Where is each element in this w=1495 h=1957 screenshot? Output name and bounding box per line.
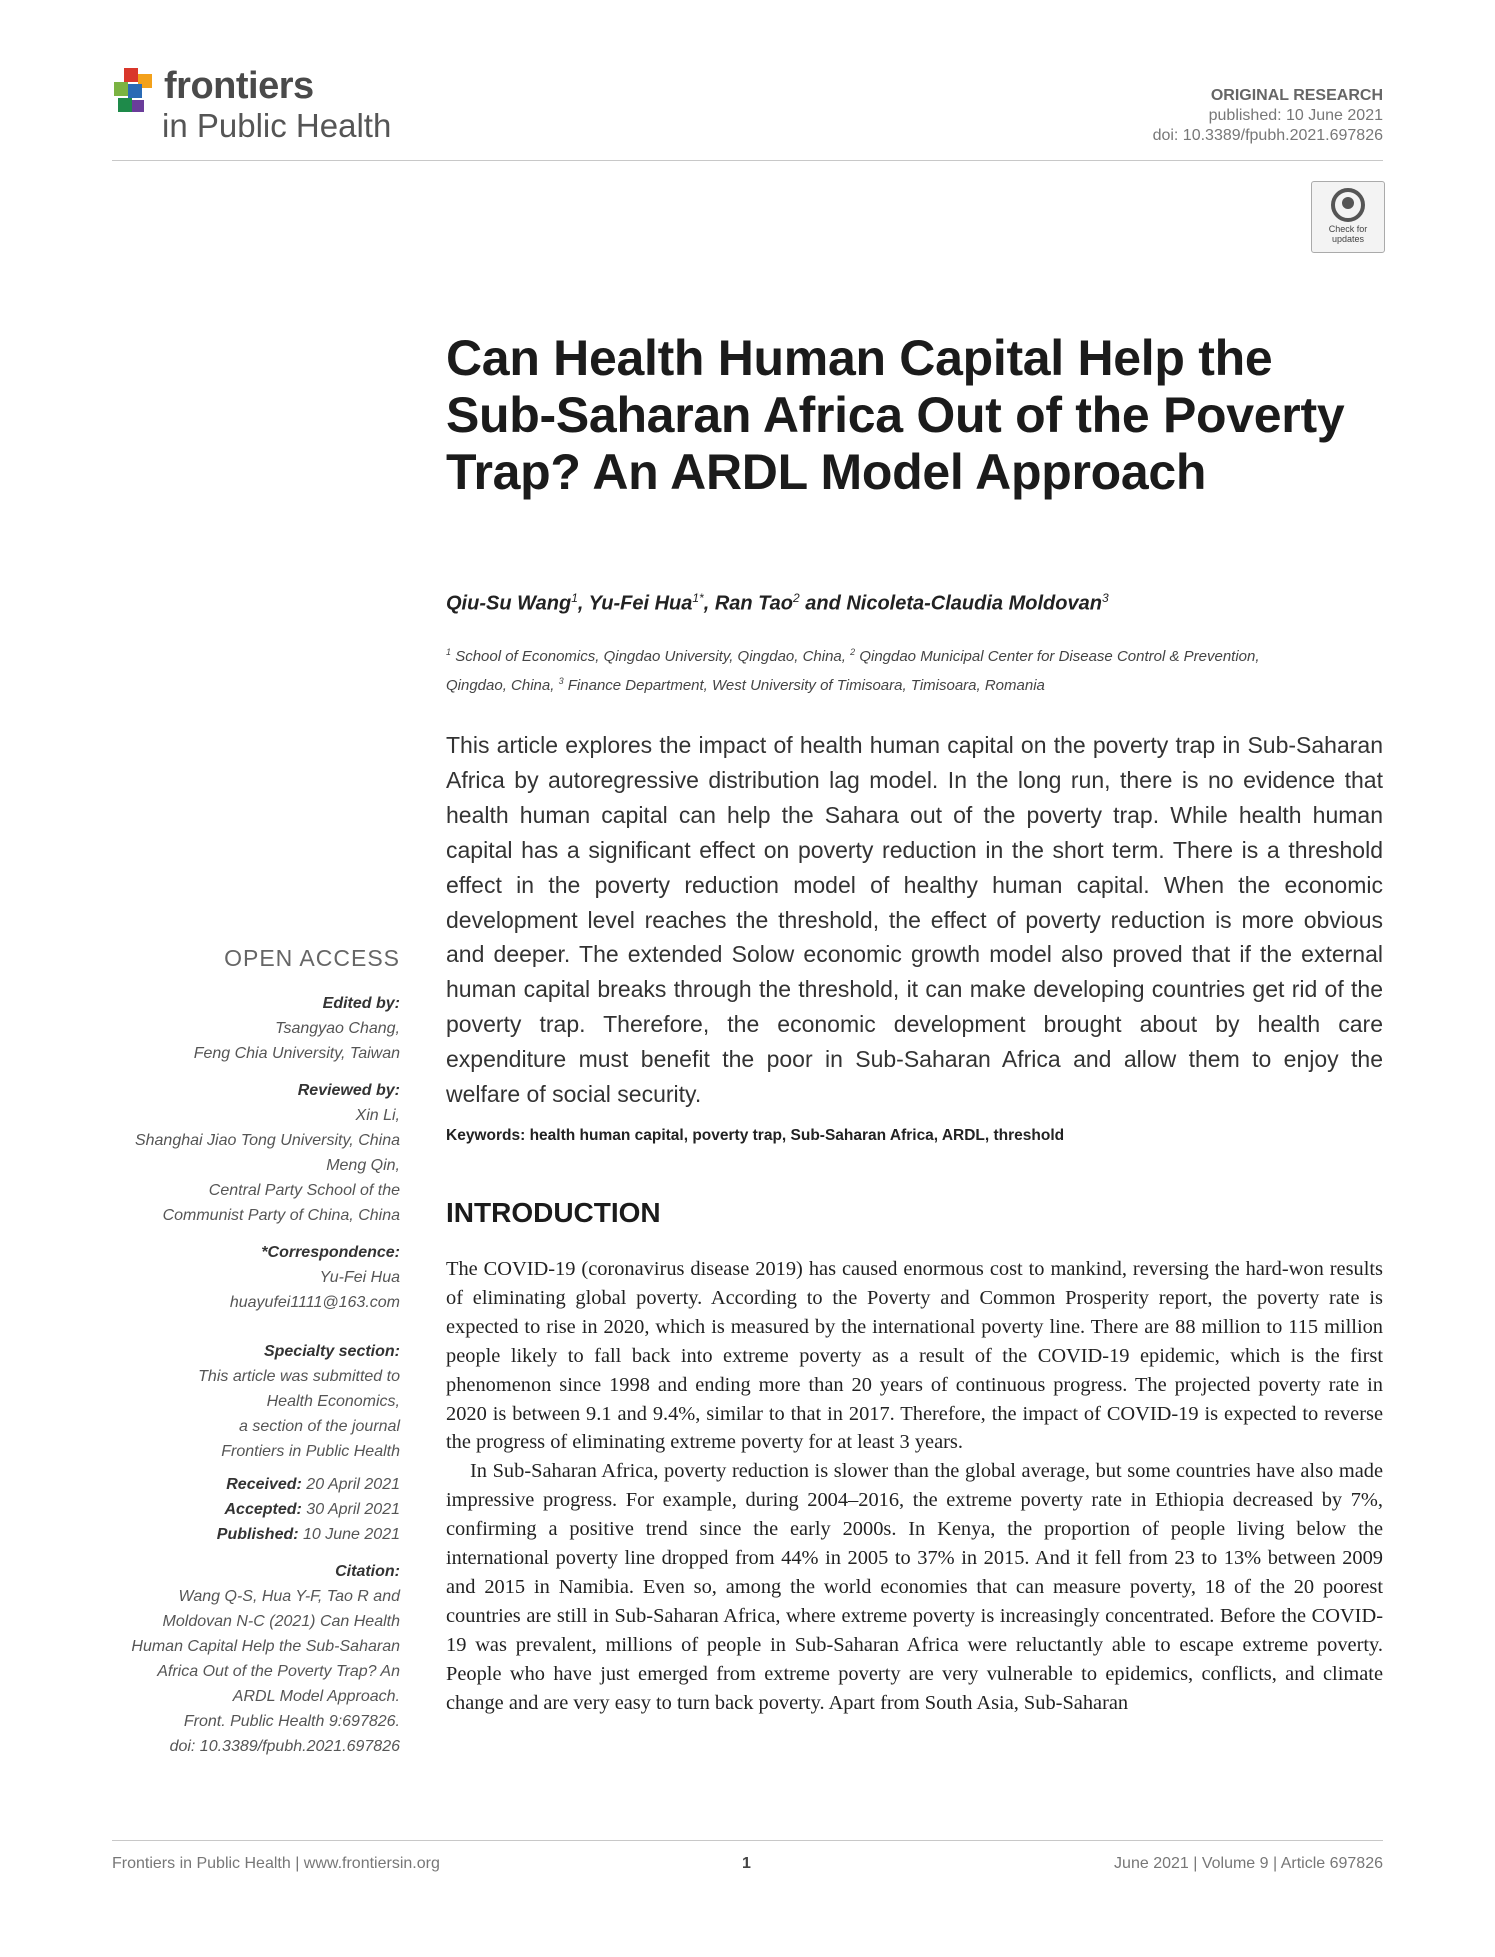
citation-line: ARDL Model Approach.	[232, 1688, 400, 1705]
reviewer-affiliation: Communist Party of China, China	[162, 1207, 400, 1224]
journal-logo	[112, 64, 432, 154]
footer-divider	[112, 1840, 1383, 1841]
specialty-section-label: Specialty section:	[263, 1343, 400, 1360]
received-value: 20 April 2021	[306, 1476, 400, 1493]
keywords-list: health human capital, poverty trap, Sub-Saharan Africa, ARDL, threshold	[529, 1127, 1065, 1144]
editor-affiliation: Feng Chia University, Taiwan	[193, 1045, 400, 1062]
page-number: 1	[742, 1855, 751, 1872]
keywords-label: Keywords:	[446, 1127, 526, 1144]
affiliation-text: Finance Department, West University of Timisoara, Timisoara, Romania	[567, 677, 1045, 694]
header-divider	[112, 160, 1383, 161]
edited-by-label: Edited by:	[322, 995, 400, 1012]
check-updates-label: Check for updates	[1328, 224, 1368, 244]
author-name[interactable]: Yu-Fei Hua	[588, 592, 693, 615]
check-for-updates-button[interactable]	[1311, 181, 1385, 253]
accepted-label: Accepted:	[224, 1501, 302, 1518]
affil-marker: 3	[558, 676, 564, 686]
keywords	[446, 1127, 1064, 1145]
correspondence-name: Yu-Fei Hua	[319, 1269, 400, 1286]
reviewed-by-label: Reviewed by:	[297, 1082, 400, 1099]
affiliation-text: Qingdao, China,	[446, 677, 555, 694]
citation-line: Wang Q-S, Hua Y-F, Tao R and	[178, 1588, 400, 1605]
open-access-label: OPEN ACCESS	[224, 945, 400, 971]
published-value: 10 June 2021	[303, 1526, 400, 1543]
citation-line: Human Capital Help the Sub-Saharan	[131, 1638, 400, 1655]
author-affil-marker: 2	[792, 591, 800, 605]
body-paragraph: The COVID-19 (coronavirus disease 2019) has caused enormous cost to mankind, reversing the hard-won results of eliminating global poverty. According to the Poverty and Common Prosperity report, the poverty rate is expected to rise in 2020, which is measured by the international poverty line. There are 88 million to 115 million people likely to fall back into extreme poverty as a result of the COVID-19 epidemic, which is the first phenomenon since 1998 and ending more than 20 years of continuous progress. The projected poverty rate in 2020 is between 9.1 and 9.4%, similar to that in 2017. Therefore, the impact of COVID-19 is expected to reverse the progress of eliminating extreme poverty for at least 3 years.	[446, 1258, 1383, 1454]
body-paragraph: In Sub-Saharan Africa, poverty reduction is slower than the global average, but some countries have also made impressive progress. For example, during 2004–2016, the extreme poverty rate in Ethiopia decreased by 7%, confirming a positive trend since the early 2000s. In Kenya, the proportion of people living below the international poverty line dropped from 44% in 2005 to 37% in 2015. And it fell from 23 to 13% between 2009 and 2015 in Namibia. Even so, among the world economies that can measure poverty, 18 of the 20 poorest countries are still in Sub-Saharan Africa, where extreme poverty is increasingly concentrated. Before the COVID-19 was prevalent, millions of people in Sub-Saharan Africa were reluctantly able to escape extreme poverty. People who have just emerged from extreme poverty are very vulnerable to epidemics, conflicts, and climate change and are very easy to turn back poverty. Apart from South Asia, Sub-Saharan	[446, 1460, 1383, 1714]
author-name[interactable]: Nicoleta-Claudia Moldovan	[846, 592, 1102, 615]
author-name[interactable]: Qiu-Su Wang	[446, 592, 572, 615]
citation-label: Citation:	[335, 1563, 400, 1580]
article-doi[interactable]: doi: 10.3389/fpubh.2021.697826	[1152, 127, 1383, 144]
affiliations	[446, 640, 1386, 698]
citation-line: Front. Public Health 9:697826.	[183, 1713, 400, 1730]
received-label: Received:	[226, 1476, 302, 1493]
specialty-text: a section of the journal	[239, 1418, 400, 1435]
logo-wordmark: frontiers	[164, 65, 314, 107]
author-affil-marker: 3	[1101, 591, 1109, 605]
published-date-sidebar	[80, 1522, 400, 1547]
accepted-value: 30 April 2021	[306, 1501, 400, 1518]
specialty-text: Frontiers in Public Health	[221, 1443, 400, 1460]
affiliation-text: Qingdao Municipal Center for Disease Control & Prevention,	[859, 648, 1260, 665]
article-title: Can Health Human Capital Help the Sub-Saharan Africa Out of the Poverty Trap? An ARDL Model Approach	[446, 330, 1345, 500]
footer-journal-link[interactable]: Frontiers in Public Health | www.frontiersin.org	[112, 1855, 440, 1872]
footer-issue-info: June 2021 | Volume 9 | Article 697826	[1114, 1855, 1383, 1872]
reviewer-affiliation: Central Party School of the	[208, 1182, 400, 1199]
author-list: Qiu-Su Wang$^1$, Yu-Fei Hua$^{1*}$, Ran Tao$^2$ and Nicoleta-Claudia Moldovan$^3$	[446, 591, 1109, 615]
section-heading: INTRODUCTION	[446, 1197, 661, 1228]
reviewer-affiliation: Shanghai Jiao Tong University, China	[134, 1132, 400, 1149]
author-affil-marker: 1	[571, 591, 578, 605]
reviewer-name[interactable]: Meng Qin,	[326, 1157, 400, 1174]
editor-name[interactable]: Tsangyao Chang,	[275, 1020, 400, 1037]
correspondence-label: *Correspondence:	[261, 1244, 400, 1261]
article-body	[446, 1255, 1383, 1718]
crossmark-icon	[1331, 188, 1365, 222]
frontiers-logo-icon	[112, 66, 160, 120]
correspondence-email-link[interactable]: huayufei1111@163.com	[229, 1294, 400, 1311]
published-label: Published:	[216, 1526, 299, 1543]
specialty-text: This article was submitted to	[198, 1368, 400, 1385]
published-date: published: 10 June 2021	[1208, 107, 1383, 124]
reviewer-name[interactable]: Xin Li,	[355, 1107, 400, 1124]
article-type: ORIGINAL RESEARCH	[1210, 87, 1383, 104]
affil-marker: 1	[446, 647, 452, 657]
article-sidebar	[80, 943, 400, 1759]
abstract: This article explores the impact of health human capital on the poverty trap in Sub-Saharan Africa by autoregressive distribution lag model. In the long run, there is no evidence that health human capital can help the Sahara out of the poverty trap. While health human capital has a significant effect on poverty reduction in the short term. There is a threshold effect in the poverty reduction model of healthy human capital. When the economic development level reaches the threshold, the effect of poverty reduction is more obvious and deeper. The extended Solow economic growth model also proved that if the external human capital breaks through the threshold, it can make developing countries get rid of the poverty trap. Therefore, the economic development brought about by health care expenditure must benefit the poor in Sub-Saharan Africa and allow them to enjoy the welfare of social security.	[446, 732, 1383, 1108]
logo-journal-name: in Public Health	[162, 107, 392, 144]
citation-doi-link[interactable]: doi: 10.3389/fpubh.2021.697826	[169, 1738, 400, 1755]
affil-marker: 2	[850, 647, 856, 657]
article-meta	[1153, 86, 1383, 146]
affiliation-text: School of Economics, Qingdao University, Qingdao, China,	[455, 648, 846, 665]
author-affil-marker: 1*	[692, 591, 704, 605]
citation-line: Moldovan N-C (2021) Can Health	[162, 1613, 400, 1630]
specialty-text: Health Economics,	[266, 1393, 400, 1410]
author-name[interactable]: Ran Tao	[714, 592, 793, 615]
received-date	[80, 1472, 400, 1497]
citation-line: Africa Out of the Poverty Trap? An	[157, 1663, 400, 1680]
accepted-date	[80, 1497, 400, 1522]
